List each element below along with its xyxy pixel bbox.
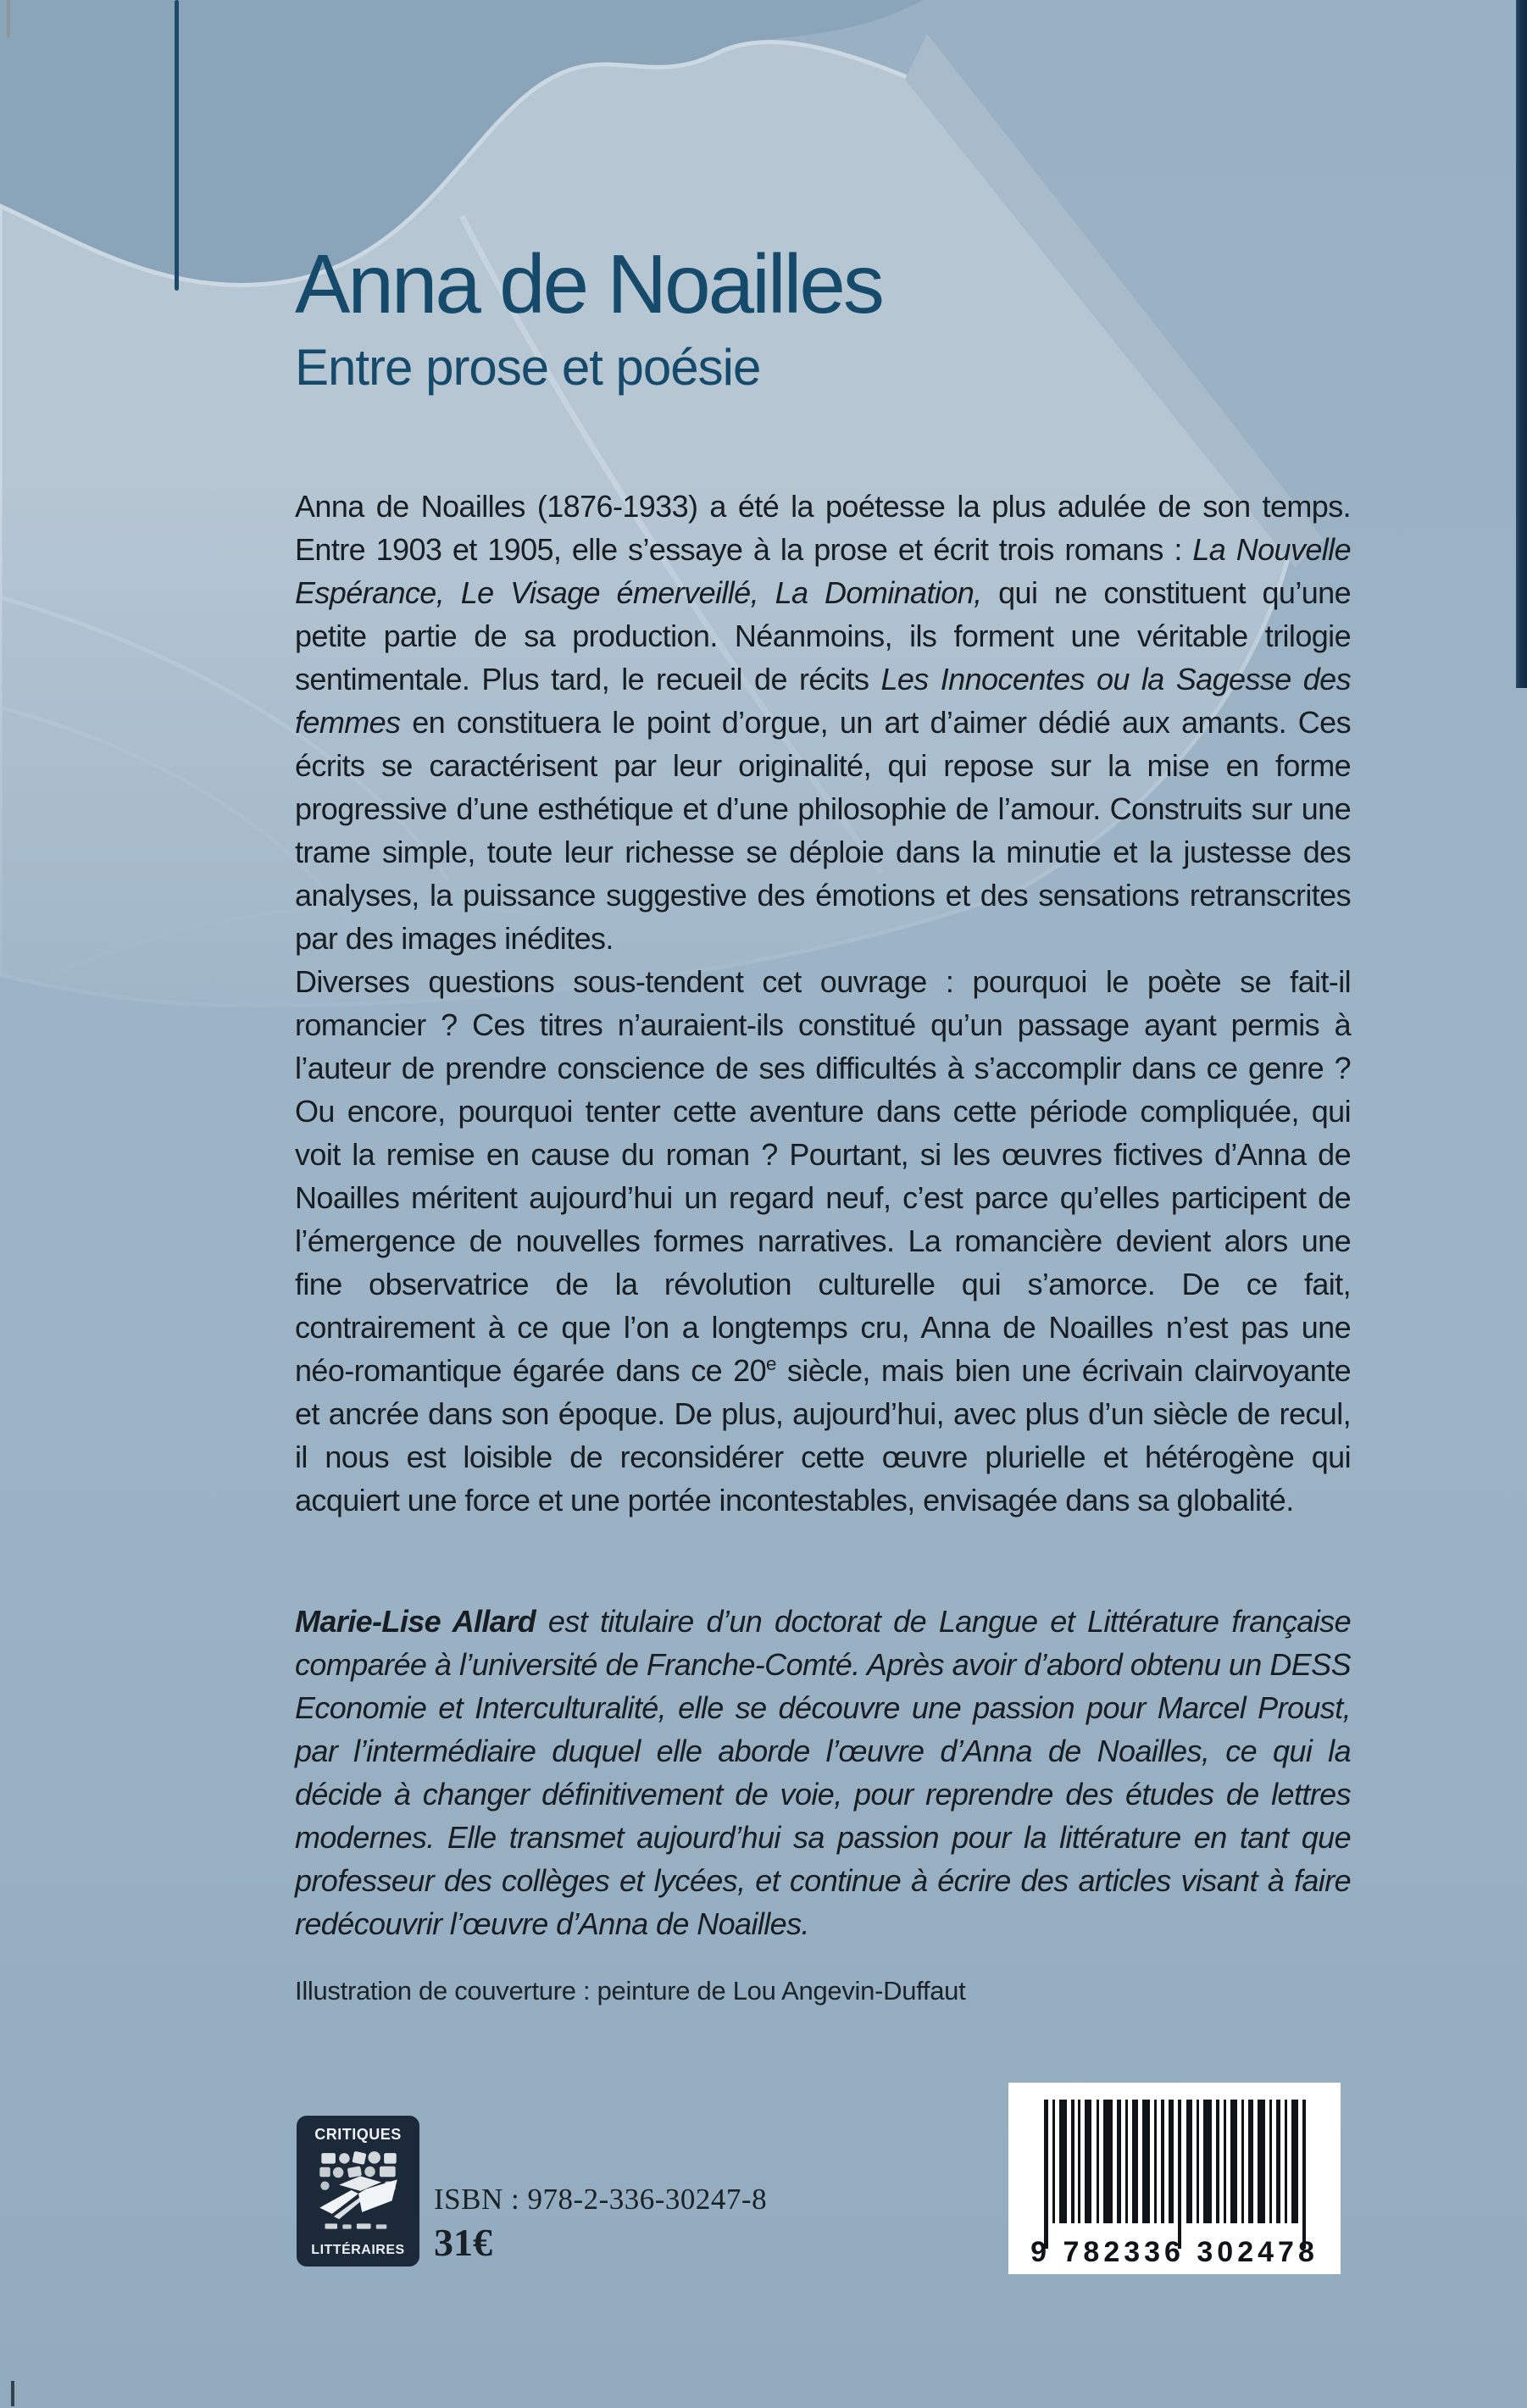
publisher-badge [297,2116,419,2267]
price-text: 31€ [434,2221,492,2264]
badge-bottom-label: LITTÉRAIRES [311,2243,405,2257]
synopsis-paragraph: Anna de Noailles (1876-1933) a été la poétesse la plus adulée de son temps. Entre 1903 et 1905, elle s’essaye à la prose et écrit trois romans : La Nouvelle Espérance, Le Visage émerveillé, La Domination, qui ne constituent qu’une petite partie de sa production. Néanmoins, ils forment une véritable trilogie sentimentale. Plus tard, le recueil de récits Les Innocentes ou la Sagesse des femmes en constituera le point d’orgue, un art d’aimer dédié aux amants. Ces écrits se caractérisent par leur originalité, qui repose sur la mise en forme progressive d’une esthétique et d’une philosophie de l’amour. Construits sur une trame simple, toute leur richesse se déploie dans la minutie et la justesse des analyses, la puissance suggestive des émotions et des sensations retranscrites par des images inédites. [295,489,1351,956]
synopsis [295,485,1351,1522]
synopsis-paragraph: Diverses questions sous-tendent cet ouvrage : pourquoi le poète se fait-il romancier ? Ces titres n’auraient-ils constitué qu’un passage ayant permis à l’auteur de prendre conscience de ses difficultés à s’accomplir dans ce genre ? Ou encore, pourquoi tenter cette aventure dans cette période compliquée, qui voit la remise en cause du roman ? Pourtant, si les œuvres fictives d’Anna de Noailles méritent aujourd’hui un regard neuf, c’est parce qu’elles participent de l’émergence de nouvelles formes narratives. La romancière devient alors une fine observatrice de la révolution culturelle qui s’amorce. De ce fait, contrairement à ce que l’on a longtemps cru, Anna de Noailles n’est pas une néo-romantique égarée dans ce 20e siècle, mais bien une écrivain clairvoyante et ancrée dans son époque. De plus, aujourd’hui, avec plus d’un siècle de recul, il nous est loisible de reconsidérer cette œuvre plurielle et hétérogène qui acquiert une force et une portée incontestables, envisagée dans sa globalité. [295,964,1351,1517]
badge-top-label: CRITIQUES [314,2126,402,2143]
book-subtitle: Entre prose et poésie [295,339,761,396]
isbn-price-block [434,2183,767,2265]
book-title: Anna de Noailles [295,237,882,330]
isbn-text: ISBN : 978-2-336-30247-8 [434,2183,768,2216]
barcode-digits: 9 782336 302478 [1030,2236,1319,2268]
barcode [1008,2083,1341,2274]
author-bio: Marie-Lise Allard est titulaire d’un doctorat de Langue et Littérature française comparée à l’université de Franche-Comté. Après avoir d’abord obtenu un DESS Economie et Interculturalité, elle se découvre une passion pour Marcel Proust, par l’intermédiaire duquel elle aborde l’œuvre d’Anna de Noailles, ce qui la décide à changer définitivement de voie, pour reprendre des études de lettres modernes. Elle transmet aujourd’hui sa passion pour la littérature en tant que professeur des collèges et lycées, et continue à écrire des articles visant à faire redécouvrir l’œuvre d’Anna de Noailles. [295,1604,1351,1941]
cover-illustration-credit: Illustration de couverture : peinture de Lou Angevin-Duffaut [295,1976,966,2006]
open-book-icon [309,2150,408,2238]
